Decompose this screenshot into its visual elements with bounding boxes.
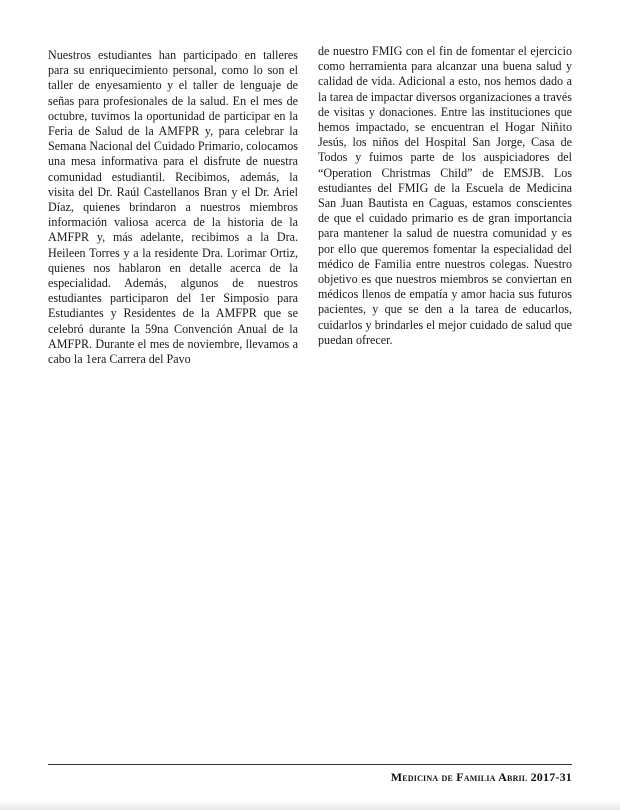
- article-column-left: Nuestros estudiantes han participado en talleres para su enriquecimiento personal, como lo son el taller de enyesamiento y el taller de lenguaje de señas para profesionales de la salud. En el mes de octubre, tuvimos la oportunidad de participar en la Feria de Salud de la AMFPR y, para celebrar la Semana Nacional del Cuidado Primario, colocamos una mesa informativa para el disfrute de nuestra comunidad estudiantil. Recibimos, además, la visita del Dr. Raúl Castellanos Bran y el Dr. Ariel Díaz, quienes brindaron a nuestros miembros información valiosa acerca de la historia de la AMFPR y, más adelante, recibimos a la Dra. Heileen Torres y a la residente Dra. Lorimar Ortiz, quienes nos hablaron en detalle acerca de la especialidad. Además, algunos de nuestros estudiantes participaron del 1er Simposio para Estudiantes y Residentes de la AMFPR que se celebró durante la 59na Convención Anual de la AMFPR. Durante el mes de noviembre, llevamos a cabo la 1era Carrera del Pavo: [48, 48, 298, 367]
- page-bottom-edge: [0, 800, 620, 810]
- footer-divider: [48, 764, 572, 765]
- footer-running-title: Medicina de Familia Abril 2017-31: [390, 770, 572, 784]
- article-column-right: de nuestro FMIG con el fin de fomentar el ejercicio como herramienta para alcanzar una buena salud y calidad de vida. Adicional a esto, nos hemos dado a la tarea de impactar diversos organizaciones a través de visitas y donaciones. Entre las instituciones que hemos impactado, se encuentran el Hogar Niñito Jesús, los niños del Hospital San Jorge, Casa de Todos y fuimos parte de los auspiciadores del “Operation Christmas Child” de EMSJB. Los estudiantes del FMIG de la Escuela de Medicina San Juan Bautista en Caguas, estamos conscientes de que el cuidado primario es de gran importancia para mantener la salud de nuestra comunidad y es por ello que queremos fomentar la especialidad del médico de Familia entre nuestros colegas. Nuestro objetivo es que nuestros miembros se conviertan en médicos llenos de empatía y amor hacia sus futuros pacientes, y que se den a la tarea de educarlos, cuidarlos y brindarles el mejor cuidado de salud que puedan ofrecer.: [318, 44, 572, 347]
